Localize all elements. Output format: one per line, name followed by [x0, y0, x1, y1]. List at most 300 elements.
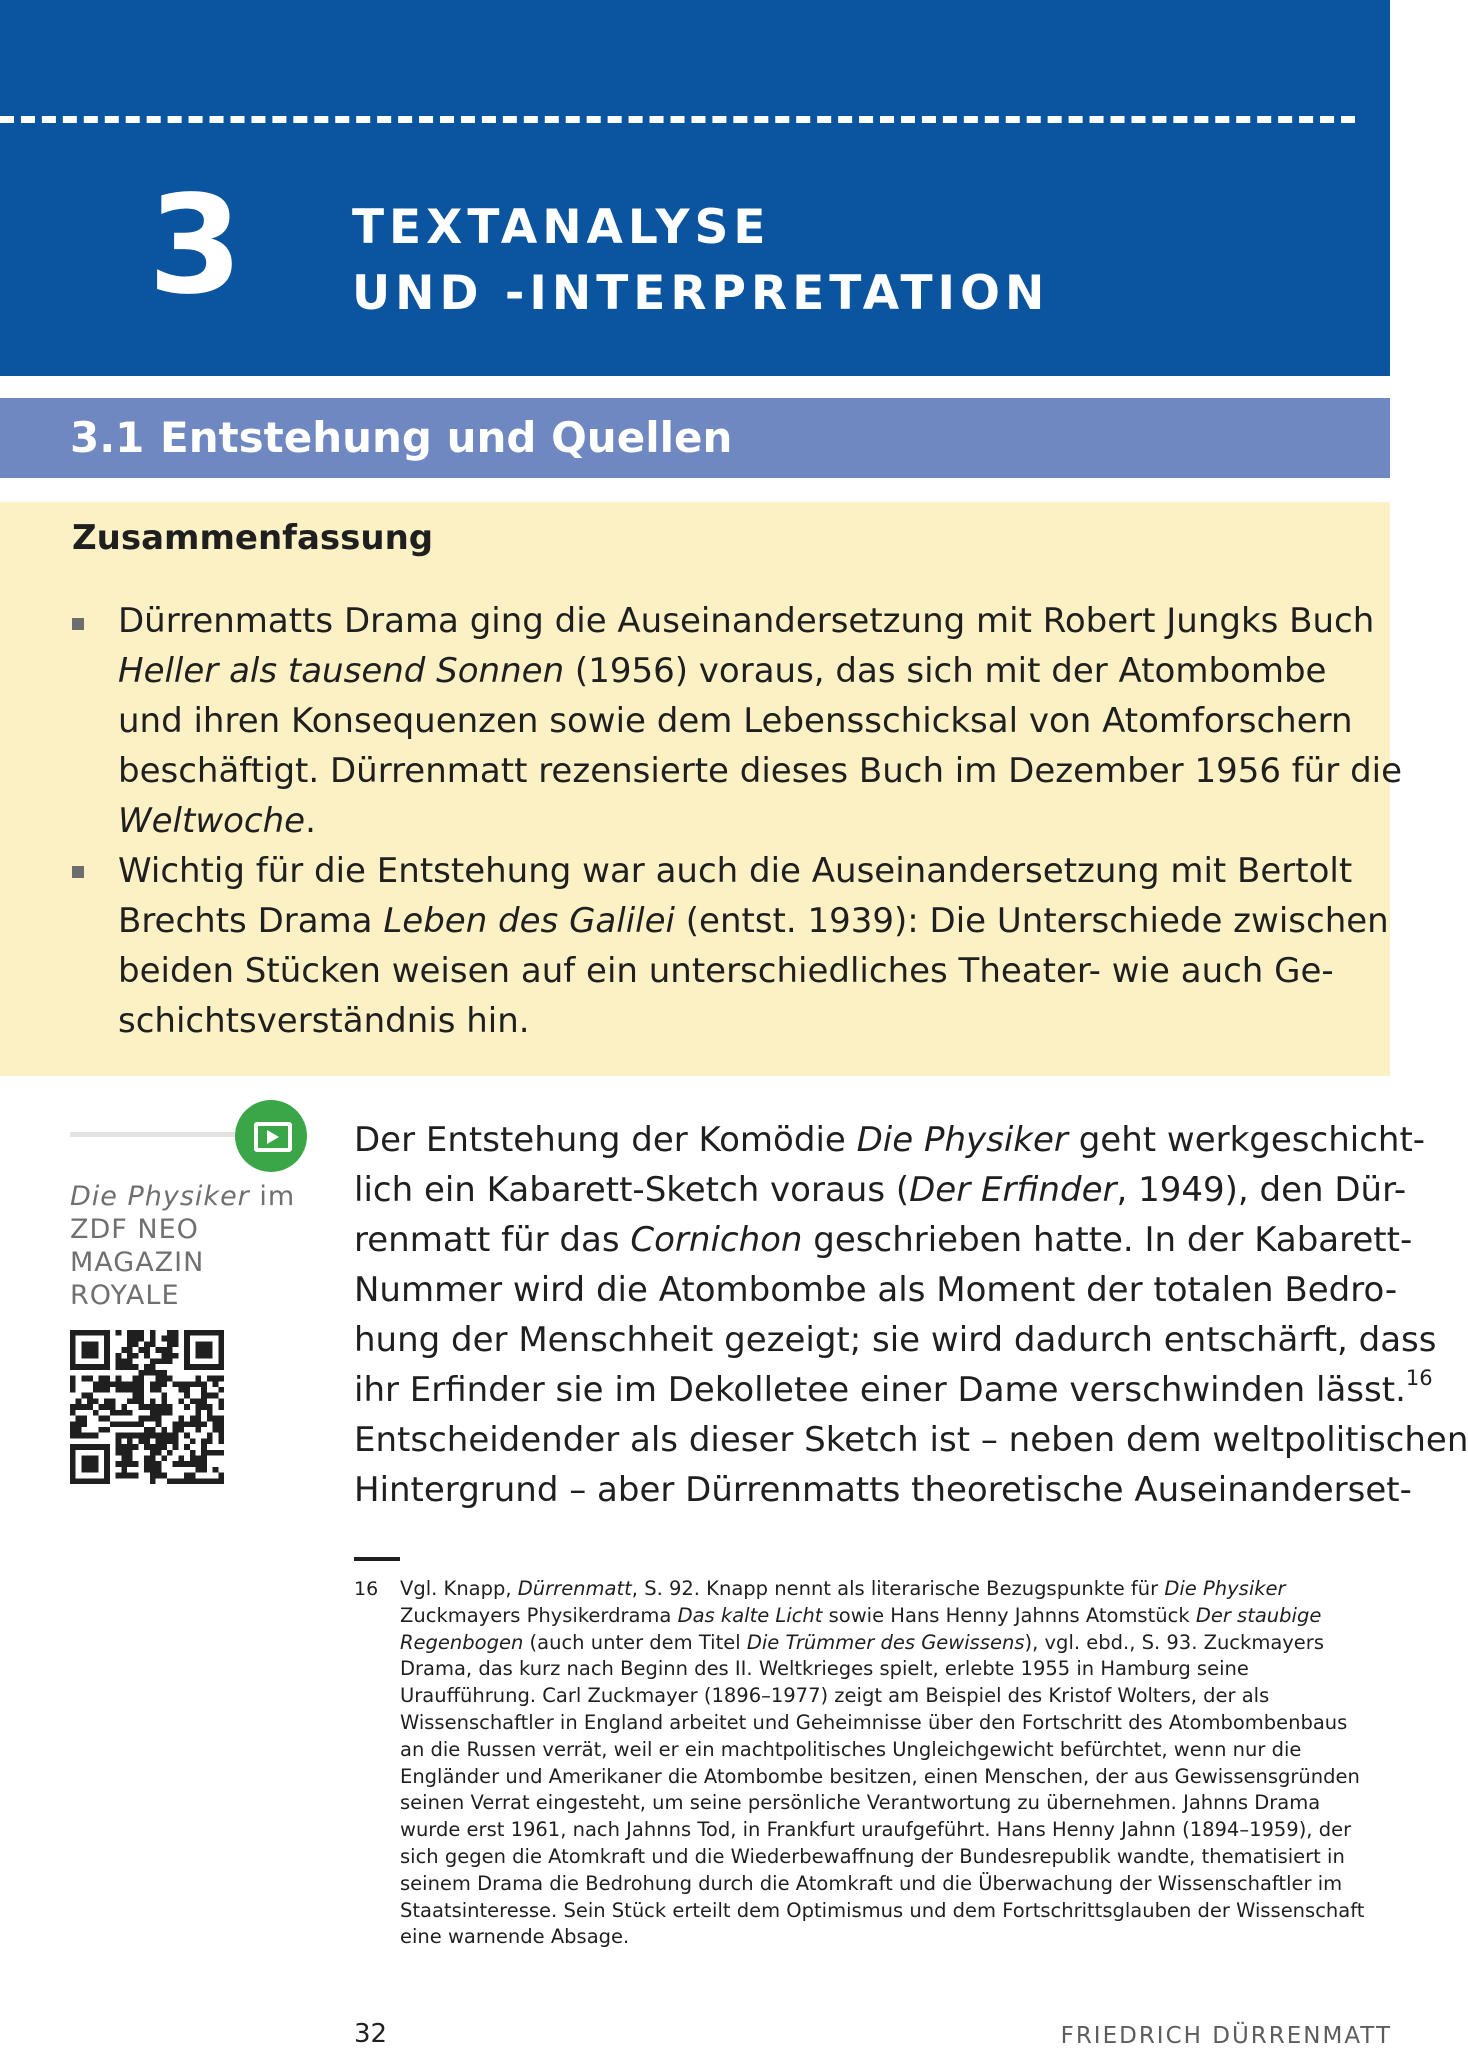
- qr-module: [190, 1416, 196, 1422]
- text-line: [70, 1279, 310, 1312]
- qr-module: [116, 1376, 122, 1382]
- qr-module: [190, 1461, 196, 1467]
- summary-bullet: [118, 596, 1403, 846]
- qr-module: [201, 1455, 207, 1461]
- italic-run: Die Physiker: [1164, 1577, 1286, 1600]
- qr-module: [99, 1376, 105, 1382]
- qr-module: [121, 1381, 127, 1387]
- footnote-text: [400, 1576, 1390, 1951]
- text-run: Wichtig für die Entstehung war auch die Auseinandersetzung mit Bertolt: [118, 851, 1353, 891]
- qr-module: [190, 1398, 196, 1404]
- qr-module: [184, 1478, 190, 1484]
- qr-module: [76, 1404, 82, 1410]
- italic-run: Das kalte Licht: [677, 1603, 823, 1627]
- qr-module: [213, 1393, 219, 1399]
- qr-module: [173, 1433, 179, 1439]
- text-run: Hintergrund – aber Dürrenmatts theoretische Auseinanderset-: [354, 1470, 1412, 1510]
- qr-code[interactable]: [70, 1330, 224, 1484]
- qr-module: [138, 1336, 144, 1342]
- qr-module: [121, 1467, 127, 1473]
- qr-module: [184, 1421, 190, 1427]
- qr-module: [144, 1444, 150, 1450]
- qr-module: [218, 1438, 224, 1444]
- bullet-marker: [72, 866, 84, 878]
- qr-module: [195, 1376, 201, 1382]
- qr-module: [133, 1364, 139, 1370]
- qr-module: [76, 1416, 82, 1422]
- qr-module: [173, 1444, 179, 1450]
- qr-module: [156, 1433, 162, 1439]
- qr-module: [127, 1398, 133, 1404]
- text-line: [70, 1246, 310, 1279]
- qr-module: [121, 1444, 127, 1450]
- italic-run: Der Erfinder: [909, 1170, 1117, 1210]
- qr-module: [218, 1404, 224, 1410]
- qr-module: [156, 1381, 162, 1387]
- qr-module: [93, 1387, 99, 1393]
- text-run: lich ein Kabarett-Sketch voraus (: [354, 1170, 910, 1210]
- qr-module: [121, 1387, 127, 1393]
- qr-module: [121, 1450, 127, 1456]
- qr-module: [144, 1416, 150, 1422]
- qr-module: [218, 1376, 224, 1382]
- qr-module: [201, 1381, 207, 1387]
- qr-module: [150, 1387, 156, 1393]
- qr-module: [150, 1455, 156, 1461]
- text-run: Drama, das kurz nach Beginn des II. Weltkrieges spielt, erlebte 1955 in Hamburg seine: [400, 1657, 1249, 1681]
- qr-module: [127, 1461, 133, 1467]
- qr-module: [184, 1444, 190, 1450]
- qr-module: [156, 1370, 162, 1376]
- qr-module: [121, 1455, 127, 1461]
- text-run: Der Entstehung der Komödie: [354, 1120, 857, 1160]
- qr-module: [104, 1376, 110, 1382]
- qr-module: [110, 1410, 116, 1416]
- qr-module: [184, 1461, 190, 1467]
- qr-module: [201, 1450, 207, 1456]
- qr-module: [144, 1433, 150, 1439]
- qr-module: [190, 1455, 196, 1461]
- section-title: [70, 413, 732, 463]
- text-line: [118, 646, 1380, 696]
- section-number: 3.1: [70, 413, 145, 462]
- qr-module: [218, 1450, 224, 1456]
- qr-module: [81, 1416, 87, 1422]
- text-run: geschrieben hatte. In der Kabarett-: [802, 1220, 1413, 1260]
- qr-module: [167, 1438, 173, 1444]
- qr-module: [207, 1433, 213, 1439]
- text-run: Vgl. Knapp,: [400, 1577, 518, 1600]
- qr-module: [207, 1416, 213, 1422]
- text-run: (auch unter dem Titel: [523, 1630, 747, 1654]
- qr-module: [173, 1427, 179, 1433]
- italic-run: Leben des Galilei: [383, 901, 675, 941]
- chapter-number: 3: [148, 167, 243, 325]
- qr-module: [195, 1478, 201, 1484]
- qr-module: [207, 1450, 213, 1456]
- qr-module: [167, 1433, 173, 1439]
- summary-bullet: [118, 846, 1389, 1046]
- qr-module: [133, 1387, 139, 1393]
- italic-run: Der staubige: [1195, 1603, 1322, 1627]
- qr-module: [121, 1421, 127, 1427]
- qr-module: [173, 1438, 179, 1444]
- qr-module: [70, 1410, 76, 1416]
- text-run: beiden Stücken weisen auf ein unterschiedliches Theater- wie auch Ge-: [118, 951, 1334, 991]
- bullet-marker: [72, 618, 84, 630]
- qr-module: [104, 1381, 110, 1387]
- chapter-title-line: TEXTANALYSE: [352, 200, 771, 255]
- qr-module: [161, 1336, 167, 1342]
- qr-module: [127, 1330, 133, 1336]
- qr-module: [150, 1336, 156, 1342]
- qr-module: [116, 1421, 122, 1427]
- text-line: [354, 1365, 1433, 1415]
- qr-module: [133, 1393, 139, 1399]
- qr-module: [87, 1404, 93, 1410]
- qr-module: [138, 1376, 144, 1382]
- qr-module: [144, 1467, 150, 1473]
- qr-module: [195, 1381, 201, 1387]
- qr-module: [150, 1404, 156, 1410]
- qr-module: [70, 1376, 76, 1382]
- text-line: [118, 896, 1389, 946]
- qr-module: [161, 1393, 167, 1399]
- chapter-title-line: UND -INTERPRETATION: [352, 266, 1050, 321]
- qr-module: [195, 1416, 201, 1422]
- qr-module: [70, 1387, 76, 1393]
- qr-module: [150, 1467, 156, 1473]
- qr-module: [144, 1438, 150, 1444]
- qr-module: [70, 1404, 76, 1410]
- qr-module: [81, 1376, 87, 1382]
- italic-run: Regenbogen: [400, 1630, 524, 1654]
- qr-module: [133, 1398, 139, 1404]
- qr-module: [201, 1393, 207, 1399]
- qr-module: [207, 1438, 213, 1444]
- qr-module: [218, 1427, 224, 1433]
- text-run: und ihren Konsequenzen sowie dem Lebensschicksal von Atomforschern: [118, 701, 1353, 741]
- text-line: [400, 1710, 1390, 1737]
- qr-module: [110, 1381, 116, 1387]
- qr-module: [156, 1416, 162, 1422]
- qr-module: [190, 1381, 196, 1387]
- text-run: geht werkgeschicht-: [1067, 1120, 1426, 1160]
- qr-module: [127, 1347, 133, 1353]
- qr-module: [156, 1450, 162, 1456]
- qr-module: [121, 1433, 127, 1439]
- qr-module: [116, 1433, 122, 1439]
- text-line: [400, 1790, 1390, 1817]
- italic-run: Heller als tausend Sonnen: [118, 651, 565, 691]
- qr-module: [213, 1467, 219, 1473]
- qr-module: [195, 1404, 201, 1410]
- media-label[interactable]: [70, 1180, 310, 1312]
- text-line: [400, 1656, 1390, 1683]
- text-run: Engländer und Amerikaner die Atombombe besitzen, einen Menschen, der aus Gewissensgründen: [400, 1764, 1360, 1788]
- text-line: [400, 1817, 1390, 1844]
- qr-module: [121, 1404, 127, 1410]
- qr-module: [70, 1433, 76, 1439]
- text-line: [118, 846, 1380, 896]
- qr-module: [133, 1381, 139, 1387]
- qr-module: [87, 1393, 93, 1399]
- qr-module: [156, 1387, 162, 1393]
- text-line: [400, 1924, 1390, 1951]
- video-play-icon[interactable]: [235, 1100, 307, 1172]
- qr-module: [184, 1381, 190, 1387]
- chapter-title: [352, 195, 1352, 327]
- qr-module: [144, 1364, 150, 1370]
- qr-module: [138, 1433, 144, 1439]
- qr-module: [156, 1359, 162, 1365]
- qr-module: [161, 1444, 167, 1450]
- qr-module: [156, 1444, 162, 1450]
- qr-module: [201, 1444, 207, 1450]
- text-line: [354, 1315, 1437, 1365]
- footnote-number: 16: [354, 1578, 379, 1600]
- qr-module: [161, 1370, 167, 1376]
- qr-module: [178, 1416, 184, 1422]
- qr-module: [178, 1421, 184, 1427]
- qr-module: [110, 1398, 116, 1404]
- qr-module: [121, 1410, 127, 1416]
- text-run: eine warnende Absage.: [400, 1925, 630, 1949]
- qr-module: [207, 1410, 213, 1416]
- qr-module: [133, 1461, 139, 1467]
- text-run: , S. 92. Knapp nennt als literarische Bezugspunkte für: [631, 1577, 1165, 1600]
- qr-module: [127, 1410, 133, 1416]
- text-run: Uraufführung. Carl Zuckmayer (1896–1977) zeigt am Beispiel des Kristof Wolters, der als: [400, 1684, 1270, 1708]
- text-line: [118, 996, 1380, 1046]
- media-rule: [70, 1132, 245, 1137]
- qr-module: [116, 1444, 122, 1450]
- qr-module: [81, 1404, 87, 1410]
- qr-module: [167, 1376, 173, 1382]
- qr-module: [116, 1359, 122, 1365]
- running-footer: FRIEDRICH DÜRRENMATT: [1060, 2023, 1392, 2049]
- qr-module: [156, 1347, 162, 1353]
- text-run: Staatsinteresse. Sein Stück erteilt dem Optimismus und dem Fortschrittsglauben der Wissenschaft: [400, 1898, 1365, 1922]
- qr-module: [195, 1410, 201, 1416]
- qr-module: [190, 1421, 196, 1427]
- qr-module: [201, 1478, 207, 1484]
- text-line: [118, 946, 1380, 996]
- qr-module: [201, 1387, 207, 1393]
- qr-module: [213, 1427, 219, 1433]
- qr-module: [161, 1438, 167, 1444]
- qr-module: [116, 1381, 122, 1387]
- italic-run: Die Trümmer des Gewissens: [746, 1630, 1025, 1654]
- qr-module: [195, 1421, 201, 1427]
- qr-module: [127, 1364, 133, 1370]
- qr-module: [150, 1416, 156, 1422]
- qr-module: [178, 1381, 184, 1387]
- qr-module: [70, 1421, 76, 1427]
- qr-module: [156, 1410, 162, 1416]
- qr-module: [133, 1330, 139, 1336]
- qr-module: [207, 1478, 213, 1484]
- qr-module: [138, 1387, 144, 1393]
- qr-module: [178, 1398, 184, 1404]
- qr-module: [127, 1336, 133, 1342]
- qr-module: [150, 1359, 156, 1365]
- text-run: Dürrenmatts Drama ging die Auseinandersetzung mit Robert Jungks Buch: [118, 601, 1375, 641]
- qr-module: [218, 1387, 224, 1393]
- qr-module: [93, 1381, 99, 1387]
- qr-module: [167, 1404, 173, 1410]
- qr-module: [104, 1404, 110, 1410]
- qr-module: [173, 1341, 179, 1347]
- qr-module: [173, 1353, 179, 1359]
- qr-module: [167, 1341, 173, 1347]
- qr-module: [144, 1455, 150, 1461]
- text-run: Brechts Drama: [118, 901, 384, 941]
- qr-module: [127, 1473, 133, 1479]
- qr-module: [184, 1404, 190, 1410]
- qr-module: [116, 1364, 122, 1370]
- qr-module: [178, 1478, 184, 1484]
- qr-module: [161, 1381, 167, 1387]
- qr-module: [156, 1461, 162, 1467]
- dashed-divider: [0, 116, 1355, 123]
- qr-module: [116, 1461, 122, 1467]
- text-line: [400, 1576, 1390, 1603]
- qr-module: [161, 1433, 167, 1439]
- qr-module: [173, 1478, 179, 1484]
- qr-module: [150, 1330, 156, 1336]
- qr-module: [121, 1473, 127, 1479]
- section-title-text: Entstehung und Quellen: [160, 413, 733, 462]
- qr-module: [138, 1347, 144, 1353]
- text-run: wurde erst 1961, nach Jahnns Tod, in Frankfurt uraufgeführt. Hans Henny Jahnn (1894–1959), der: [400, 1818, 1352, 1842]
- text-line: [400, 1844, 1390, 1871]
- qr-module: [144, 1370, 150, 1376]
- qr-module: [167, 1330, 173, 1336]
- qr-module: [178, 1427, 184, 1433]
- qr-module: [93, 1433, 99, 1439]
- text-line: [400, 1898, 1390, 1925]
- qr-module: [195, 1427, 201, 1433]
- qr-finder: [195, 1341, 212, 1358]
- italic-run: Die Physiker: [70, 1181, 250, 1212]
- qr-module: [150, 1370, 156, 1376]
- qr-module: [161, 1359, 167, 1365]
- qr-module: [156, 1376, 162, 1382]
- text-line: [400, 1683, 1390, 1710]
- qr-finder: [81, 1455, 98, 1472]
- qr-module: [150, 1364, 156, 1370]
- qr-module: [178, 1455, 184, 1461]
- qr-module: [213, 1376, 219, 1382]
- qr-module: [150, 1461, 156, 1467]
- italic-run: Dürrenmatt: [517, 1577, 632, 1600]
- qr-module: [173, 1461, 179, 1467]
- qr-module: [213, 1421, 219, 1427]
- qr-module: [150, 1410, 156, 1416]
- qr-module: [70, 1427, 76, 1433]
- text-line: [400, 1737, 1390, 1764]
- qr-module: [99, 1381, 105, 1387]
- page-number: 32: [354, 2019, 388, 2049]
- qr-module: [150, 1450, 156, 1456]
- qr-module: [156, 1404, 162, 1410]
- text-run: hung der Menschheit gezeigt; sie wird dadurch entschärft, dass: [354, 1320, 1437, 1360]
- text-run: , 1949), den Dür-: [1116, 1170, 1407, 1210]
- qr-module: [99, 1387, 105, 1393]
- qr-module: [184, 1393, 190, 1399]
- qr-module: [150, 1473, 156, 1479]
- text-line: [400, 1764, 1390, 1791]
- text-line: [118, 596, 1380, 646]
- qr-module: [104, 1427, 110, 1433]
- footnote-rule: [354, 1557, 400, 1561]
- qr-module: [133, 1444, 139, 1450]
- qr-module: [178, 1461, 184, 1467]
- qr-module: [127, 1444, 133, 1450]
- qr-module: [121, 1359, 127, 1365]
- qr-module: [87, 1433, 93, 1439]
- qr-module: [87, 1398, 93, 1404]
- qr-module: [144, 1427, 150, 1433]
- qr-module: [156, 1421, 162, 1427]
- qr-module: [207, 1393, 213, 1399]
- qr-module: [138, 1381, 144, 1387]
- text-line: [118, 696, 1380, 746]
- qr-module: [133, 1336, 139, 1342]
- qr-module: [150, 1398, 156, 1404]
- qr-module: [173, 1381, 179, 1387]
- qr-module: [144, 1353, 150, 1359]
- qr-module: [144, 1341, 150, 1347]
- qr-module: [116, 1387, 122, 1393]
- text-run: ihr Erfinder sie im Dekolletee einer Dame verschwinden lässt.: [354, 1370, 1406, 1410]
- text-run: Zuckmayers Physikerdrama: [400, 1603, 678, 1627]
- summary-heading: Zusammenfassung: [72, 518, 434, 558]
- qr-module: [127, 1341, 133, 1347]
- qr-module: [127, 1359, 133, 1365]
- qr-module: [184, 1387, 190, 1393]
- qr-module: [195, 1461, 201, 1467]
- qr-module: [104, 1416, 110, 1422]
- qr-module: [201, 1438, 207, 1444]
- qr-module: [218, 1416, 224, 1422]
- text-run: Entscheidender als dieser Sketch ist – neben dem weltpolitischen: [354, 1420, 1468, 1460]
- qr-module: [133, 1353, 139, 1359]
- text-run: an die Russen verrät, weil er ein machtpolitisches Ungleichgewicht befürchtet, wenn nur die: [400, 1737, 1302, 1761]
- text-line: [400, 1603, 1390, 1630]
- qr-module: [190, 1438, 196, 1444]
- qr-module: [138, 1330, 144, 1336]
- qr-module: [76, 1421, 82, 1427]
- qr-module: [138, 1393, 144, 1399]
- text-line: [354, 1415, 1468, 1465]
- qr-module: [218, 1473, 224, 1479]
- qr-module: [161, 1473, 167, 1479]
- text-line: [118, 746, 1403, 796]
- qr-module: [167, 1478, 173, 1484]
- qr-module: [76, 1427, 82, 1433]
- qr-module: [167, 1359, 173, 1365]
- qr-module: [116, 1438, 122, 1444]
- qr-module: [144, 1404, 150, 1410]
- text-line: [400, 1630, 1390, 1657]
- qr-module: [201, 1398, 207, 1404]
- qr-module: [190, 1478, 196, 1484]
- text-line: [70, 1213, 310, 1246]
- text-run: Nummer wird die Atombombe als Moment der totalen Bedro-: [354, 1270, 1398, 1310]
- qr-module: [184, 1433, 190, 1439]
